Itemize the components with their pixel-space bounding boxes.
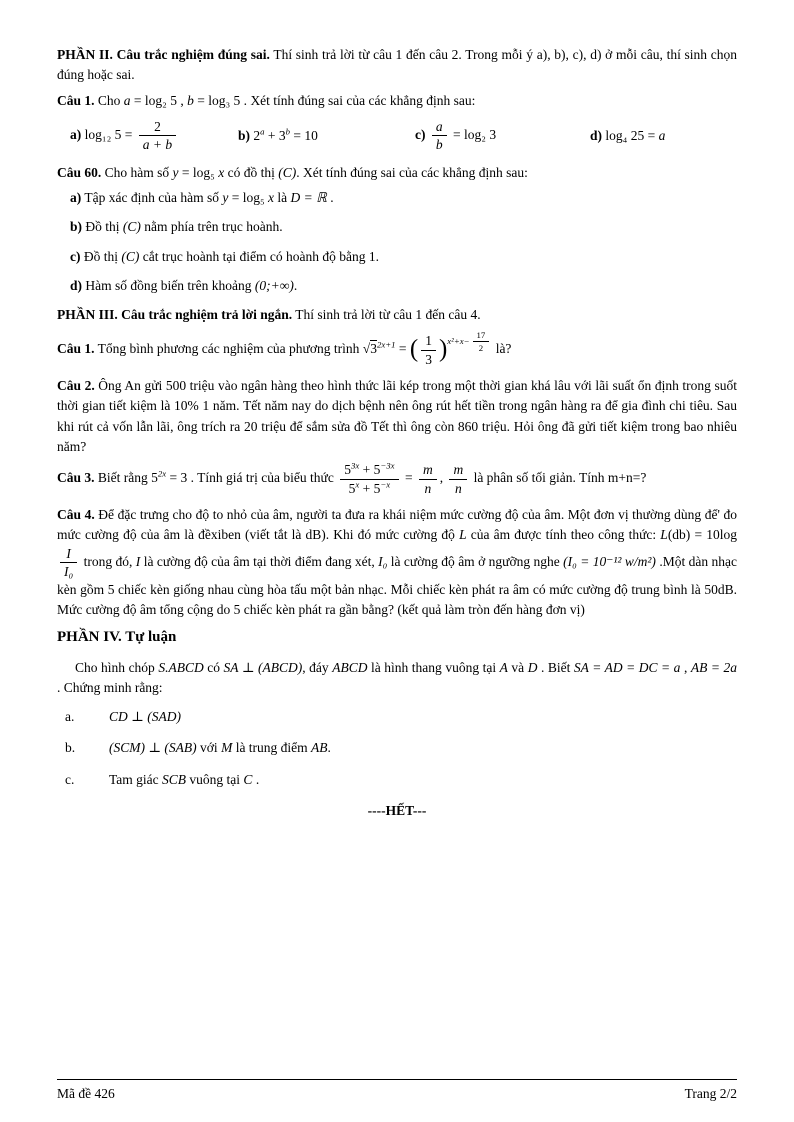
text-segment: Đồ thị — [80, 248, 122, 264]
question-label: Câu 3. — [57, 470, 95, 486]
text-segment: của âm được tính theo công thức: — [466, 527, 661, 543]
math-var: (C) — [122, 219, 141, 235]
math-var: x — [218, 164, 225, 180]
text-segment: với — [196, 740, 222, 756]
sqrt-symbol: √ — [362, 341, 371, 357]
part2-title: PHẦN II. Câu trắc nghiệm đúng sai. — [57, 47, 270, 62]
math-var: A — [499, 659, 508, 675]
text-segment: = 3 . Tính giá trị của biểu thức — [166, 470, 338, 486]
math-var: L — [459, 527, 467, 543]
fraction-denominator: a + b — [142, 137, 173, 153]
math-var: (C) — [278, 164, 297, 180]
math-segment: = — [401, 470, 416, 486]
exponent: b — [285, 126, 291, 137]
fraction-numerator: m — [419, 462, 437, 480]
page-footer — [57, 1079, 737, 1104]
math-var: SA ⊥ (ABCD) — [223, 659, 303, 675]
math-var: y — [172, 164, 179, 180]
fraction-numerator: I — [60, 546, 77, 564]
math-segment: = log₂ 3 — [449, 126, 497, 142]
math-var: I — [135, 553, 141, 569]
item-content — [109, 738, 331, 758]
fraction-numerator: a — [432, 119, 447, 137]
text-segment: , — [680, 659, 691, 675]
text-segment: Xét tính đúng sai của các khẳng định sau: — [247, 92, 476, 108]
math-var: C — [243, 771, 253, 787]
exam-code: Mã đề 426 — [57, 1085, 115, 1101]
option-label: a) — [70, 190, 82, 206]
text-segment: là cường độ của âm tại thời điểm đang xét, — [140, 553, 379, 569]
exponent — [447, 330, 492, 354]
option-label: c) — [70, 248, 81, 264]
math-segment: log₄ 25 = — [602, 127, 659, 143]
text-segment: Ông An gửi 500 triệu vào ngân hàng theo hình thức lãi kép trong một thời gian khá lâu với lãi suất ổn định trong suốt thời gian tiết kiệm là 10% 1 năm. Tết năm nay do dịch bệnh nên ông rút hết tiền trong ngân hàng ra để gia đình chi tiêu. Sau khi rút cả vốn lẫn lãi, ông trích ra 20 triệu để sắm sửa đồ Tết thì ông còn 860 triệu. Hỏi ông đã gửi tiết kiệm trong bao nhiêu năm? — [57, 378, 737, 454]
text-segment: Tổng bình phương các nghiệm của phương trình — [94, 341, 363, 357]
math-segment: = log₅ — [228, 190, 269, 206]
part2-question-60 — [57, 163, 737, 183]
fraction-denominator — [340, 480, 398, 497]
option-label: c) — [415, 126, 426, 142]
part3-question-2 — [57, 376, 737, 457]
math-var: D = ℝ — [290, 190, 327, 206]
fraction-denominator: b — [435, 137, 443, 153]
exponent: 2x+1 — [376, 339, 396, 350]
part3-question-3 — [57, 462, 737, 496]
text-segment: trong đó, — [80, 553, 136, 569]
question-label: Câu 60. — [57, 164, 102, 180]
radicand: 3 — [370, 341, 377, 357]
end-marker: ----HẾT--- — [367, 802, 427, 818]
exponent: a — [260, 126, 265, 137]
proof-item-b — [65, 738, 737, 758]
math-segment — [426, 127, 429, 142]
proof-item-c — [65, 770, 737, 790]
math-segment: + 5 — [359, 462, 381, 478]
math-segment: + 3 — [264, 127, 286, 143]
math-condition: (I₀ = 10⁻¹² w/m²) — [563, 553, 656, 569]
fraction-numerator: 2 — [139, 119, 176, 137]
math-var: y — [222, 190, 229, 206]
text-segment: cắt trục hoành tại điểm có hoành độ bằng 1. — [139, 248, 379, 264]
exponent: x — [355, 479, 360, 490]
item-label: b. — [65, 740, 76, 756]
math-var: M — [221, 740, 233, 756]
fraction-denominator: 2 — [478, 343, 484, 354]
option-label: b) — [70, 219, 83, 235]
math-segment: log₁₂ 5 = — [81, 126, 136, 142]
fraction-numerator — [340, 462, 398, 480]
left-paren: ( — [409, 336, 419, 363]
math-var: (SCM) ⊥ (SAB) — [109, 740, 197, 756]
text-segment: là cường độ âm ở ngưỡng nghe — [387, 553, 564, 569]
question-label: Câu 4. — [57, 507, 95, 523]
page-number: Trang 2/2 — [684, 1085, 737, 1101]
part4-title: PHẦN IV. Tự luận — [57, 629, 177, 646]
math-segment: = — [395, 341, 410, 357]
text-segment: . Biết — [537, 659, 574, 675]
text-segment: .Một dàn nhạc kèn gồm 5 chiếc kèn giống nhau cùng hòa tấu một bản nhạc. Mỗi chiếc kèn phát ra âm có mức cường độ trung bình là 50dB. Mức cường độ âm tổng cộng do 5 chiếc kèn phát ra gần bằng? (kết quả làm tròn đến hàng đơn vị) — [57, 553, 737, 617]
item-content — [109, 707, 181, 727]
question-label: Câu 2. — [57, 378, 95, 394]
math-var: SCB — [162, 771, 187, 787]
option-a — [70, 119, 238, 153]
question-label: Câu 1. — [57, 92, 95, 108]
part2-intro: Thí sinh trả lời từ câu 1 đến câu 2. Trong mỗi ý a), b), c), d) ở mỗi câu, thí sinh chọn đúng hoặc sai. — [57, 47, 738, 83]
fraction — [432, 119, 447, 153]
exponent: 2x — [157, 468, 167, 479]
q60-option-c — [70, 247, 737, 267]
math-segment: 5 — [344, 462, 351, 478]
part3-heading — [57, 305, 737, 325]
fraction — [139, 119, 176, 153]
fraction — [421, 333, 436, 367]
fraction-denominator: n — [424, 480, 432, 496]
proof-item-a — [65, 707, 737, 727]
math-segment: + 5 — [359, 480, 381, 496]
exponent: −x — [380, 479, 391, 490]
math-var: D — [527, 659, 538, 675]
fraction — [419, 462, 437, 496]
math-segment: 5 — [348, 480, 356, 496]
part2-heading — [57, 45, 737, 86]
math-var: AB — [311, 740, 328, 756]
math-segment: Biết rằng 5 — [94, 470, 158, 486]
text-segment: , đáy — [302, 659, 333, 675]
text-segment: . — [327, 740, 331, 756]
fraction — [60, 546, 77, 580]
math-var: x — [268, 190, 275, 206]
question-label: Câu 1. — [57, 341, 95, 357]
part4-intro — [57, 658, 737, 699]
text-segment: . Chứng minh rằng: — [57, 679, 163, 695]
math-var: L — [660, 527, 668, 543]
text-segment: là phân số tối giản. Tính m+n=? — [470, 470, 647, 486]
option-label: d) — [70, 277, 83, 293]
exponent-fraction — [473, 330, 490, 353]
text-segment: . Xét tính đúng sai của các khẳng định sau: — [296, 164, 528, 180]
text-segment: Cho hình chóp — [75, 659, 159, 675]
math-segment: = log₂ 5 , — [130, 92, 188, 108]
fraction-denominator: I₀ — [64, 564, 74, 580]
text-segment: là? — [492, 341, 512, 357]
part3-title: PHẦN III. Câu trắc nghiệm trả lời ngắn. — [57, 307, 293, 323]
text-segment: và — [507, 659, 528, 675]
right-paren: ) — [438, 336, 448, 363]
fraction-numerator: 1 — [421, 333, 436, 351]
text-segment: nằm phía trên trục hoành. — [140, 219, 283, 235]
part3-intro: Thí sinh trả lời từ câu 1 đến câu 4. — [292, 307, 481, 323]
math-var: (C) — [121, 248, 140, 264]
math-var: b — [187, 92, 194, 108]
math-var: S.ABCD — [158, 659, 204, 675]
fraction — [340, 462, 398, 496]
item-label: a. — [65, 709, 75, 725]
option-c — [415, 119, 590, 153]
text-segment: Đồ thị — [82, 219, 123, 235]
text-segment: Hàm số đồng biến trên khoảng — [82, 277, 255, 293]
text-segment: Cho hàm số — [101, 164, 173, 180]
text-segment: . — [326, 190, 334, 206]
fraction — [449, 462, 467, 496]
math-var: ABCD — [332, 659, 368, 675]
fraction-denominator: n — [454, 480, 462, 496]
item-label: c. — [65, 771, 75, 787]
math-var: a — [123, 92, 131, 108]
part2-q1-options — [70, 119, 737, 153]
math-segment: = log₅ — [178, 164, 219, 180]
part2-question-1 — [57, 91, 737, 111]
text-segment: là hình thang vuông tại — [367, 659, 500, 675]
text-segment: vuông tại — [186, 771, 244, 787]
part3-question-4 — [57, 505, 737, 620]
item-content — [109, 770, 259, 790]
math-segment: = 10 — [290, 127, 318, 143]
math-segment: 2 — [250, 127, 261, 143]
q60-option-d — [70, 276, 737, 296]
fraction-numerator: 17 — [473, 330, 490, 342]
math-segment: = log₃ 5 . — [193, 92, 248, 108]
text-segment: Cho — [94, 92, 124, 108]
math-var: CD ⊥ (SAD) — [109, 709, 181, 725]
option-label: a) — [70, 126, 82, 142]
text-segment: Để đặc trưng cho độ to nhỏ của âm, người ta đưa ra khái niệm mức cường độ của âm. Một đơn vị thường dùng để' đo mức cường độ của âm là đềxiben (viết tắt là dB). Khi đó mức cường độ — [57, 507, 738, 543]
text-segment: có đồ thị — [224, 164, 279, 180]
text-segment: , — [439, 470, 447, 486]
fraction-denominator: 3 — [425, 351, 432, 367]
exponent: 3x — [350, 460, 360, 471]
option-label: b) — [238, 127, 251, 143]
option-label: d) — [590, 127, 603, 143]
math-var: AB = 2a — [690, 659, 738, 675]
math-var: I₀ — [378, 553, 388, 569]
text-segment: Tập xác định của hàm số — [81, 190, 223, 206]
exponent: −3x — [380, 460, 395, 471]
q60-option-a — [70, 188, 737, 208]
math-segment: (db) = 10log — [667, 527, 737, 543]
text-segment: . — [252, 771, 260, 787]
text-segment: Tam giác — [109, 771, 163, 787]
math-var: (0;+∞) — [254, 277, 294, 293]
text-segment: là — [274, 190, 291, 206]
option-d — [590, 126, 737, 146]
part3-question-1 — [57, 330, 737, 367]
q60-option-b — [70, 217, 737, 237]
fraction-numerator: m — [449, 462, 467, 480]
math-var: SA = AD = DC = a — [573, 659, 681, 675]
math-var: a — [658, 127, 666, 143]
text-segment: . — [293, 277, 298, 293]
text-segment: có — [203, 659, 224, 675]
option-b — [238, 126, 415, 146]
exponent-text: x²+x− — [447, 335, 470, 346]
text-segment: là trung điểm — [232, 740, 312, 756]
